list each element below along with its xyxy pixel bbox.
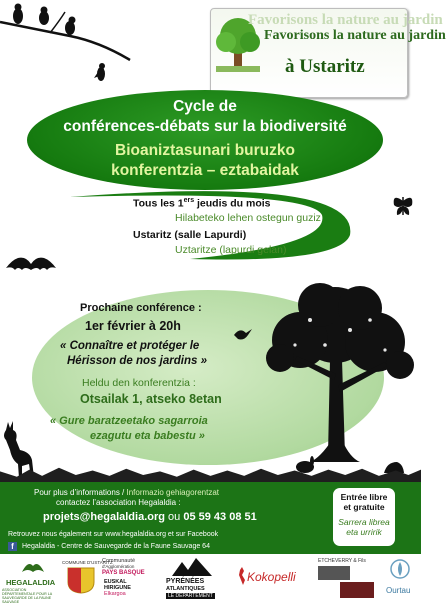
communaute-line2: d'Agglomération — [102, 564, 135, 569]
pyrenees-line1: PYRÉNÉES — [166, 578, 205, 585]
ourtau-logo-icon — [389, 558, 411, 584]
etcheverry-logo: ETCHEVERRY & Fils — [318, 558, 366, 564]
next-title-fr-1: « Connaître et protéger le — [60, 340, 200, 352]
schedule-where-fr: Ustaritz (salle Lapurdi) — [133, 229, 247, 241]
communaute-line4: EUSKAL — [104, 579, 127, 585]
next-title-fr-2: Hérisson de nos jardins » — [67, 355, 207, 367]
pyrenees-line2: ATLANTIQUES — [166, 586, 205, 592]
communaute-line5: HIRIGUNE — [104, 585, 131, 591]
ourtau-logo: Ourtau — [386, 586, 411, 595]
title-fr-line2: conférences-débats sur la biodiversité — [63, 118, 347, 135]
next-date-eu: Otsailak 1, atseko 8etan — [80, 392, 222, 406]
banner-location: à Ustaritz — [285, 56, 365, 77]
banner-title: Favorisons la nature au jardin — [264, 28, 446, 43]
butterfly-icon — [392, 193, 414, 219]
footer-info-line1: Pour plus d’informations / Informazio gehiagorentzat — [34, 488, 219, 497]
communaute-line1: Communauté — [102, 558, 136, 564]
next-title-eu-1: « Gure baratzeetako sagarroia — [50, 415, 208, 427]
phone-number: 05 59 43 08 51 — [183, 511, 257, 523]
kokopelli-logo: Kokopelli — [247, 570, 296, 584]
hegalaldia-subtitle: ASSOCIATION DÉPARTEMENTALE POUR LA SAUVEGARDE DE LA FAUNE SAUVAGE — [2, 588, 52, 604]
facebook-icon: f — [8, 542, 17, 551]
banner-title-shadow: Favorisons la nature au jardin — [248, 12, 443, 28]
communaute-line3: PAYS BASQUE — [102, 570, 145, 576]
schedule-where-eu: Uztaritze (lapurdi gelan) — [175, 244, 287, 256]
rabbit-silhouette — [294, 455, 316, 473]
bat-silhouette — [6, 254, 56, 278]
schedule-when-eu: Hilabeteko lehen ostegun guziz — [175, 212, 321, 224]
tree-silhouette — [250, 280, 421, 470]
title-fr-line1: Cycle de — [173, 98, 237, 115]
hegalaldia-logo-icon — [20, 558, 46, 576]
partner-logos-strip — [0, 556, 421, 604]
title-eu-line2: konferentzia – eztabaidak — [111, 162, 299, 179]
hegalaldia-logo: HEGALALDIA — [6, 578, 56, 587]
free-entry-eu: Sarrera librea eta urririk — [338, 517, 390, 537]
next-title-eu-2: ezagutu eta babestu » — [90, 430, 205, 442]
deer-silhouette — [0, 420, 40, 480]
footer-contact-line: projets@hegalaldia.org ou 05 59 43 08 51 — [43, 511, 257, 523]
title-eu-line1: Bioaniztasunari buruzko — [115, 142, 295, 159]
pyrenees-line3: LE DÉPARTEMENT — [168, 593, 213, 599]
commune-label: COMMUNE D'USTARITZ — [62, 560, 113, 565]
pyrenees-logo-icon — [170, 556, 214, 578]
sponsor-bottle-image — [340, 582, 374, 598]
communaute-line6: Elkargoa — [104, 591, 126, 597]
free-entry-fr: Entrée libre et gratuite — [340, 492, 388, 512]
schedule-when-fr: Tous les 1ers jeudis du mois — [133, 197, 271, 210]
etcheverry-sign-image — [318, 566, 350, 580]
footer-info-line2: contactez l’association Hegalaldia : — [56, 498, 181, 507]
footer-web-line: Retrouvez nous également sur www.hegalaldia.org et sur Facebook — [8, 531, 219, 538]
footer-facebook-line: Hegalaldia - Centre de Sauvegarde de la Faune Sauvage 64 — [22, 543, 210, 550]
next-label-fr: Prochaine conférence : — [80, 302, 202, 314]
email-link[interactable]: projets@hegalaldia.org — [43, 511, 165, 523]
commune-crest-icon — [66, 566, 96, 594]
next-date-fr: 1er février à 20h — [85, 319, 181, 333]
bird-silhouette — [232, 325, 254, 345]
branch-birds-silhouette — [0, 0, 140, 95]
next-label-eu: Heldu den konferentzia : — [82, 377, 196, 389]
